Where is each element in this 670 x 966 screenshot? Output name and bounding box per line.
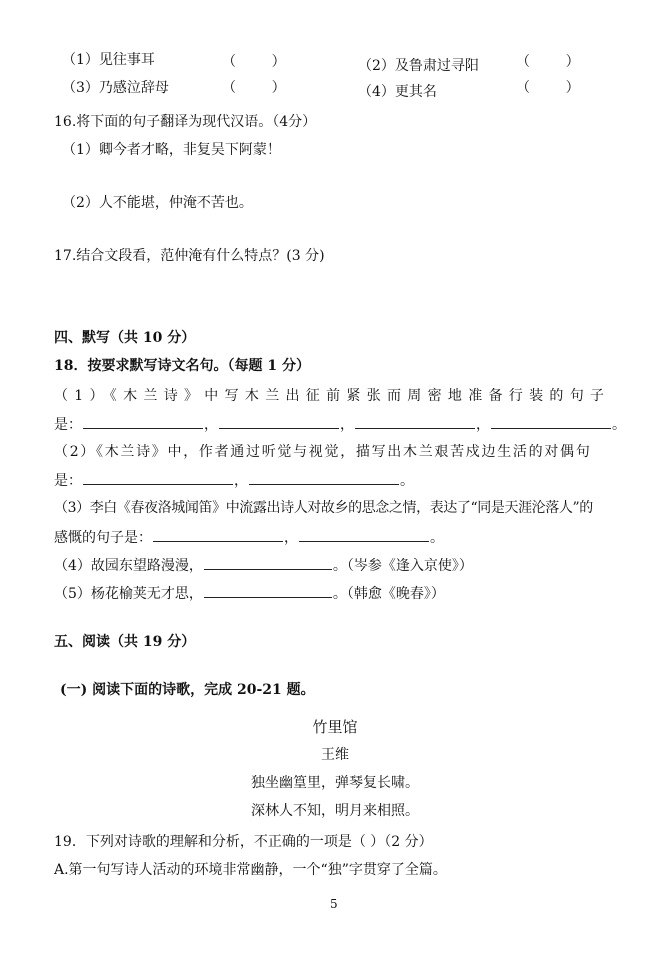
q18-item-1-text: （1）《木兰诗》中写木兰出征前紧张而周密地准备行装的句子	[54, 388, 611, 404]
q16-sentence-2: （2）人不能堪，仲淹不苦也。	[62, 195, 253, 211]
q16-sentence-1: （1）卿今者才略，非复吴下阿蒙！	[62, 142, 281, 158]
q19-title: 19．下列对诗歌的理解和分析，不正确的一项是（ ）（2 分）	[54, 834, 433, 850]
q15-paren-4: （ ）	[516, 80, 580, 96]
q18-title: 18．按要求默写诗文名句。（每题 1 分）	[54, 358, 310, 374]
answer-blank[interactable]	[204, 555, 332, 570]
q15-option-4: （4）更其名	[358, 84, 437, 100]
q18-item-5: （5）杨花榆荚无才思， 。（韩愈《晚春》）	[54, 583, 445, 604]
q15-option-1: （1）见往事耳	[62, 52, 155, 68]
q18-item-2-blanks: 是： ， 。	[54, 470, 414, 491]
answer-blank[interactable]	[83, 470, 233, 485]
q18-item-3-label: 感慨的句子是：	[54, 530, 152, 546]
q18-item-3-blanks: 感慨的句子是： ， 。	[54, 527, 444, 548]
q18-item-2-label: 是：	[54, 473, 82, 489]
section-4-heading: 四、默写（共 10 分）	[54, 330, 196, 346]
q18-item-4: （4）故园东望路漫漫， 。（岑参《逢入京使》）	[54, 555, 473, 576]
answer-blank[interactable]	[249, 470, 399, 485]
q15-paren-2: （ ）	[516, 54, 580, 70]
page-number: 5	[330, 897, 338, 911]
reading-part-1-instruction: (一) 阅读下面的诗歌，完成 20-21 题。	[60, 682, 315, 698]
poem-author: 王维	[321, 747, 349, 763]
answer-blank[interactable]	[204, 583, 332, 598]
answer-blank[interactable]	[299, 527, 429, 542]
answer-blank[interactable]	[83, 414, 203, 429]
q17-title: 17.结合文段看，范仲淹有什么特点？(3 分)	[54, 248, 325, 264]
q18-item-1-blanks: 是： ， ， ， 。	[54, 414, 626, 435]
q16-title: 16.将下面的句子翻译为现代汉语。（4分）	[54, 114, 317, 130]
poem-title: 竹里馆	[312, 718, 358, 736]
q18-item-2-text: （2）《木兰诗》中，作者通过听觉与视觉，描写出木兰艰苦戍边生活的对偶句	[54, 444, 592, 460]
answer-blank[interactable]	[219, 414, 339, 429]
q15-option-3: （3）乃感泣辞母	[62, 80, 169, 96]
answer-blank[interactable]	[491, 414, 611, 429]
q19-option-a: A.第一句写诗人活动的环境非常幽静，一个“独”字贯穿了全篇。	[54, 862, 447, 878]
poem-line-1: 独坐幽篁里，弹琴复长啸。	[251, 775, 419, 791]
q18-item-1-label: 是：	[54, 417, 82, 433]
q15-paren-3: （ ）	[222, 80, 286, 96]
answer-blank[interactable]	[153, 527, 283, 542]
q15-paren-1: （ ）	[222, 54, 286, 70]
q18-item-3-text: （3）李白《春夜洛城闻笛》中流露出诗人对故乡的思念之情，表达了“同是天涯沦落人”的	[54, 500, 593, 516]
section-5-heading: 五、阅读（共 19 分）	[54, 634, 196, 650]
poem-line-2: 深林人不知，明月来相照。	[251, 803, 419, 819]
q15-option-2: （2）及鲁肃过寻阳	[358, 58, 479, 74]
answer-blank[interactable]	[355, 414, 475, 429]
